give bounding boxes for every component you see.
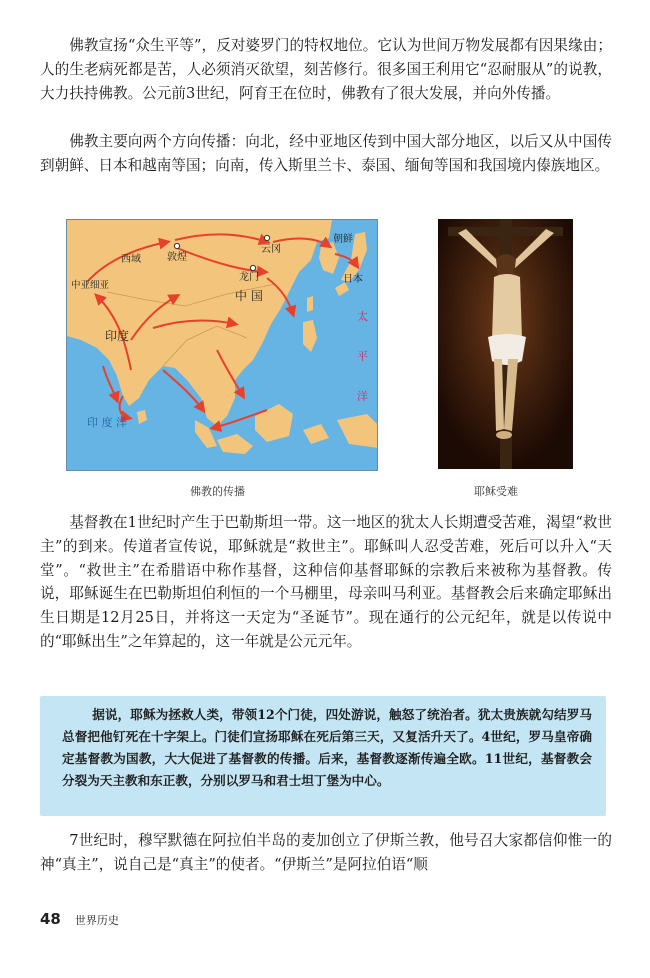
map-label-pacific-1: 太 (357, 310, 368, 323)
map-caption: 佛教的传播 (190, 485, 245, 498)
paragraph-buddhism-doctrine: 佛教宣扬“众生平等”，反对婆罗门的特权地位。它认为世间万物发展都有因果缘由；人的生老病死都是苦，人必须消灭欲望，刻苦修行。很多国王利用它“忍耐服从”的说教，大力扶持佛教。公元前3世纪，阿育王在位时，佛教有了很大发展，并向外传播。 (40, 37, 612, 102)
info-box-jesus (40, 696, 606, 816)
paragraph-islam: 7世纪时，穆罕默德在阿拉伯半岛的麦加创立了伊斯兰教，他号召大家都信仰惟一的神“真主”，说自己是“真主”的使者。“伊斯兰”是阿拉伯语“顺 (40, 832, 612, 873)
crucifixion-painting (438, 219, 573, 469)
map-label-zhongya: 中亚细亚 (71, 280, 110, 291)
map-label-pacific-3: 洋 (357, 390, 368, 403)
paragraph-buddhism-spread: 佛教主要向两个方向传播：向北，经中亚地区传到中国大部分地区，以后又从中国传到朝鲜、日本和越南等国；向南，传入斯里兰卡、泰国、缅甸等国和我国境内傣族地区。 (40, 133, 612, 174)
map-label-yungang: 云冈 (261, 244, 281, 255)
map-label-pacific-2: 平 (357, 350, 368, 363)
map-label-dunhuang: 敦煌 (167, 252, 187, 263)
map-label-china: 中 国 (235, 289, 263, 303)
map-label-japan: 日本 (343, 274, 363, 285)
map-label-longmen: 龙门 (239, 272, 259, 283)
map-label-xicheng: 西域 (121, 254, 141, 265)
info-box-text: 据说，耶稣为拯救人类，带领12个门徒，四处游说，触怒了统治者。犹太贵族就勾结罗马总督把他钉死在十字架上。门徒们宣扬耶稣在死后第三天，又复活升天了。4世纪，罗马皇帝确定基督教为国教，大大促进了基督教的传播。后来，基督教逐渐传遍全欧。11世纪，基督教会分裂为天主教和东正教，分别以罗马和君士坦丁堡为中心。 (62, 707, 592, 788)
map-label-india: 印度 (105, 329, 130, 343)
paragraph-christianity: 基督教在1世纪时产生于巴勒斯坦一带。这一地区的犹太人长期遭受苦难，渴望“救世主”的到来。传道者宣传说，耶稣就是“救世主”。耶稣叫人忍受苦难，死后可以升入“天堂”。“救世主”在希腊语中称作基督，这种信仰基督耶稣的宗教后来被称为基督教。传说，耶稣诞生在巴勒斯坦伯利恒的一个马棚里，母亲叫马利亚。基督教会后来确定耶稣出生日期是12月25日，并将这一天定为“圣诞节”。现在通行的公元纪年，就是以传说中的“耶稣出生”之年算起的，这一年就是公元元年。 (40, 514, 612, 650)
book-title: 世界历史 (74, 914, 119, 927)
page-number: 48 (40, 910, 61, 928)
page-footer (40, 910, 119, 928)
buddhism-spread-map (66, 219, 378, 471)
map-label-chaoxian: 朝鲜 (333, 234, 353, 245)
map-label-indian-ocean: 印 度 洋 (87, 416, 127, 429)
painting-caption: 耶稣受难 (474, 485, 518, 498)
